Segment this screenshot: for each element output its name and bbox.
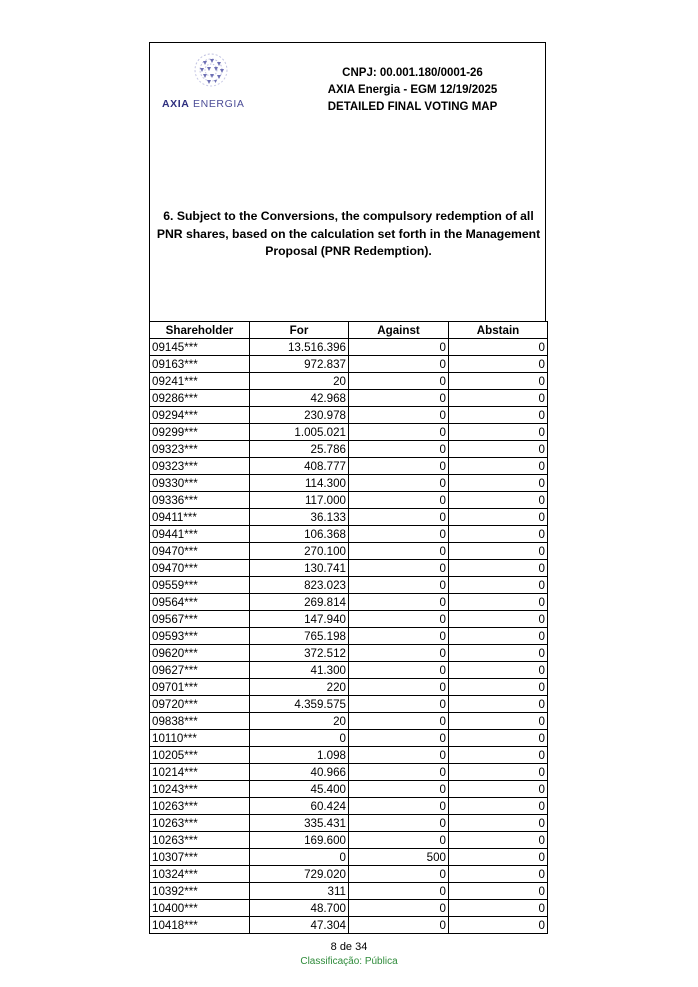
cell-abstain: 0 xyxy=(449,475,548,492)
cell-for: 130.741 xyxy=(250,560,349,577)
cell-abstain: 0 xyxy=(449,543,548,560)
cell-abstain: 0 xyxy=(449,407,548,424)
cell-against: 0 xyxy=(349,781,449,798)
cell-against: 0 xyxy=(349,611,449,628)
cell-for: 117.000 xyxy=(250,492,349,509)
cell-for: 106.368 xyxy=(250,526,349,543)
cell-for: 20 xyxy=(250,373,349,390)
cell-abstain: 0 xyxy=(449,764,548,781)
cell-shareholder: 10418*** xyxy=(150,917,250,934)
table-row xyxy=(150,458,548,475)
column-header-shareholder: Shareholder xyxy=(150,322,250,339)
cell-for: 311 xyxy=(250,883,349,900)
cell-for: 729.020 xyxy=(250,866,349,883)
table-row xyxy=(150,866,548,883)
cell-against: 0 xyxy=(349,441,449,458)
cell-shareholder: 09330*** xyxy=(150,475,250,492)
cnpj-line: CNPJ: 00.001.180/0001-26 xyxy=(342,67,483,79)
table-row xyxy=(150,713,548,730)
cell-abstain: 0 xyxy=(449,900,548,917)
cell-for: 13.516.396 xyxy=(250,339,349,356)
cell-shareholder: 09567*** xyxy=(150,611,250,628)
table-row xyxy=(150,798,548,815)
cell-abstain: 0 xyxy=(449,424,548,441)
cell-against: 0 xyxy=(349,492,449,509)
cell-for: 4.359.575 xyxy=(250,696,349,713)
cell-for: 42.968 xyxy=(250,390,349,407)
cell-against: 0 xyxy=(349,696,449,713)
cell-shareholder: 10263*** xyxy=(150,798,250,815)
cell-abstain: 0 xyxy=(449,441,548,458)
cell-for: 40.966 xyxy=(250,764,349,781)
table-row xyxy=(150,492,548,509)
cell-against: 0 xyxy=(349,373,449,390)
cell-against: 0 xyxy=(349,407,449,424)
cell-shareholder: 09336*** xyxy=(150,492,250,509)
table-row xyxy=(150,764,548,781)
cell-abstain: 0 xyxy=(449,730,548,747)
cell-against: 0 xyxy=(349,747,449,764)
document-title: DETAILED FINAL VOTING MAP xyxy=(327,101,498,113)
table-row xyxy=(150,611,548,628)
cell-shareholder: 09299*** xyxy=(150,424,250,441)
cell-against: 0 xyxy=(349,866,449,883)
cell-against: 0 xyxy=(349,390,449,407)
cell-shareholder: 09470*** xyxy=(150,543,250,560)
table-row xyxy=(150,628,548,645)
cell-abstain: 0 xyxy=(449,662,548,679)
cell-against: 0 xyxy=(349,730,449,747)
cell-abstain: 0 xyxy=(449,611,548,628)
table-header-row xyxy=(150,322,548,339)
table-row xyxy=(150,781,548,798)
company-logo xyxy=(162,51,254,111)
cell-for: 765.198 xyxy=(250,628,349,645)
cell-abstain: 0 xyxy=(449,560,548,577)
table-row xyxy=(150,917,548,934)
cell-shareholder: 09720*** xyxy=(150,696,250,713)
table-row xyxy=(150,560,548,577)
cell-against: 0 xyxy=(349,458,449,475)
cell-for: 60.424 xyxy=(250,798,349,815)
cell-against: 0 xyxy=(349,645,449,662)
cell-against: 0 xyxy=(349,900,449,917)
cell-for: 270.100 xyxy=(250,543,349,560)
cell-shareholder: 09163*** xyxy=(150,356,250,373)
cell-shareholder: 09564*** xyxy=(150,594,250,611)
cell-for: 1.005.021 xyxy=(250,424,349,441)
table-row xyxy=(150,900,548,917)
cell-against: 0 xyxy=(349,560,449,577)
cell-against: 0 xyxy=(349,815,449,832)
cell-shareholder: 10110*** xyxy=(150,730,250,747)
cell-shareholder: 10400*** xyxy=(150,900,250,917)
cell-abstain: 0 xyxy=(449,492,548,509)
table-row xyxy=(150,543,548,560)
cell-against: 500 xyxy=(349,849,449,866)
cell-abstain: 0 xyxy=(449,577,548,594)
cell-abstain: 0 xyxy=(449,798,548,815)
cell-shareholder: 09441*** xyxy=(150,526,250,543)
cell-for: 47.304 xyxy=(250,917,349,934)
table-row xyxy=(150,356,548,373)
cell-for: 147.940 xyxy=(250,611,349,628)
cell-shareholder: 09701*** xyxy=(150,679,250,696)
cell-abstain: 0 xyxy=(449,645,548,662)
document-header-text xyxy=(280,65,545,116)
cell-for: 1.098 xyxy=(250,747,349,764)
cell-abstain: 0 xyxy=(449,679,548,696)
table-row xyxy=(150,747,548,764)
globe-network-logo-icon xyxy=(188,51,234,91)
table-row xyxy=(150,407,548,424)
table-row xyxy=(150,373,548,390)
meeting-line: AXIA Energia - EGM 12/19/2025 xyxy=(327,84,498,96)
cell-for: 269.814 xyxy=(250,594,349,611)
cell-for: 372.512 xyxy=(250,645,349,662)
cell-against: 0 xyxy=(349,424,449,441)
cell-for: 45.400 xyxy=(250,781,349,798)
cell-abstain: 0 xyxy=(449,356,548,373)
cell-for: 0 xyxy=(250,730,349,747)
cell-shareholder: 09559*** xyxy=(150,577,250,594)
cell-abstain: 0 xyxy=(449,747,548,764)
cell-abstain: 0 xyxy=(449,373,548,390)
cell-for: 335.431 xyxy=(250,815,349,832)
cell-for: 48.700 xyxy=(250,900,349,917)
table-row xyxy=(150,696,548,713)
cell-against: 0 xyxy=(349,356,449,373)
cell-against: 0 xyxy=(349,577,449,594)
cell-shareholder: 09294*** xyxy=(150,407,250,424)
cell-for: 36.133 xyxy=(250,509,349,526)
cell-for: 169.600 xyxy=(250,832,349,849)
table-row xyxy=(150,509,548,526)
cell-abstain: 0 xyxy=(449,594,548,611)
cell-shareholder: 09620*** xyxy=(150,645,250,662)
cell-shareholder: 09411*** xyxy=(150,509,250,526)
table-row xyxy=(150,883,548,900)
cell-shareholder: 09593*** xyxy=(150,628,250,645)
table-row xyxy=(150,390,548,407)
cell-against: 0 xyxy=(349,917,449,934)
cell-shareholder: 09241*** xyxy=(150,373,250,390)
cell-abstain: 0 xyxy=(449,390,548,407)
cell-against: 0 xyxy=(349,883,449,900)
cell-against: 0 xyxy=(349,832,449,849)
cell-abstain: 0 xyxy=(449,339,548,356)
cell-abstain: 0 xyxy=(449,849,548,866)
cell-for: 408.777 xyxy=(250,458,349,475)
cell-for: 220 xyxy=(250,679,349,696)
cell-against: 0 xyxy=(349,679,449,696)
cell-shareholder: 09627*** xyxy=(150,662,250,679)
cell-against: 0 xyxy=(349,594,449,611)
table-row xyxy=(150,662,548,679)
table-row xyxy=(150,577,548,594)
table-row xyxy=(150,832,548,849)
voting-table xyxy=(149,321,548,934)
table-row xyxy=(150,441,548,458)
cell-against: 0 xyxy=(349,543,449,560)
column-header-for: For xyxy=(250,322,349,339)
table-row xyxy=(150,339,548,356)
agenda-item-text: 6. Subject to the Conversions, the compulsory redemption of all PNR shares, based on the calculation set forth in the Management Proposal (PNR Redemption). xyxy=(156,209,541,258)
cell-abstain: 0 xyxy=(449,509,548,526)
cell-against: 0 xyxy=(349,526,449,543)
cell-against: 0 xyxy=(349,339,449,356)
cell-against: 0 xyxy=(349,475,449,492)
cell-shareholder: 09323*** xyxy=(150,441,250,458)
classification-label: Classificação: Pública xyxy=(300,956,398,967)
cell-abstain: 0 xyxy=(449,866,548,883)
document-header-box xyxy=(149,42,546,321)
column-header-abstain: Abstain xyxy=(449,322,548,339)
cell-shareholder: 10324*** xyxy=(150,866,250,883)
table-row xyxy=(150,730,548,747)
cell-against: 0 xyxy=(349,764,449,781)
table-row xyxy=(150,526,548,543)
cell-abstain: 0 xyxy=(449,883,548,900)
cell-abstain: 0 xyxy=(449,696,548,713)
table-row xyxy=(150,679,548,696)
cell-shareholder: 10307*** xyxy=(150,849,250,866)
cell-abstain: 0 xyxy=(449,713,548,730)
cell-against: 0 xyxy=(349,662,449,679)
cell-abstain: 0 xyxy=(449,815,548,832)
cell-abstain: 0 xyxy=(449,781,548,798)
table-row xyxy=(150,424,548,441)
cell-for: 823.023 xyxy=(250,577,349,594)
cell-against: 0 xyxy=(349,628,449,645)
column-header-against: Against xyxy=(349,322,449,339)
cell-for: 41.300 xyxy=(250,662,349,679)
cell-abstain: 0 xyxy=(449,917,548,934)
cell-abstain: 0 xyxy=(449,526,548,543)
cell-shareholder: 09470*** xyxy=(150,560,250,577)
cell-shareholder: 09286*** xyxy=(150,390,250,407)
cell-against: 0 xyxy=(349,798,449,815)
cell-shareholder: 09838*** xyxy=(150,713,250,730)
table-row xyxy=(150,645,548,662)
table-body xyxy=(150,339,548,934)
cell-for: 25.786 xyxy=(250,441,349,458)
logo-wordmark: AXIA ENERGIA xyxy=(162,98,245,110)
cell-abstain: 0 xyxy=(449,832,548,849)
cell-shareholder: 09145*** xyxy=(150,339,250,356)
cell-for: 114.300 xyxy=(250,475,349,492)
cell-shareholder: 09323*** xyxy=(150,458,250,475)
table-row xyxy=(150,594,548,611)
cell-for: 20 xyxy=(250,713,349,730)
cell-against: 0 xyxy=(349,509,449,526)
cell-shareholder: 10205*** xyxy=(150,747,250,764)
cell-for: 230.978 xyxy=(250,407,349,424)
cell-for: 972.837 xyxy=(250,356,349,373)
cell-abstain: 0 xyxy=(449,458,548,475)
page-number: 8 de 34 xyxy=(330,941,368,953)
cell-abstain: 0 xyxy=(449,628,548,645)
table-row xyxy=(150,475,548,492)
cell-shareholder: 10263*** xyxy=(150,815,250,832)
table-row xyxy=(150,849,548,866)
cell-for: 0 xyxy=(250,849,349,866)
cell-shareholder: 10263*** xyxy=(150,832,250,849)
cell-against: 0 xyxy=(349,713,449,730)
cell-shareholder: 10243*** xyxy=(150,781,250,798)
cell-shareholder: 10214*** xyxy=(150,764,250,781)
table-row xyxy=(150,815,548,832)
cell-shareholder: 10392*** xyxy=(150,883,250,900)
